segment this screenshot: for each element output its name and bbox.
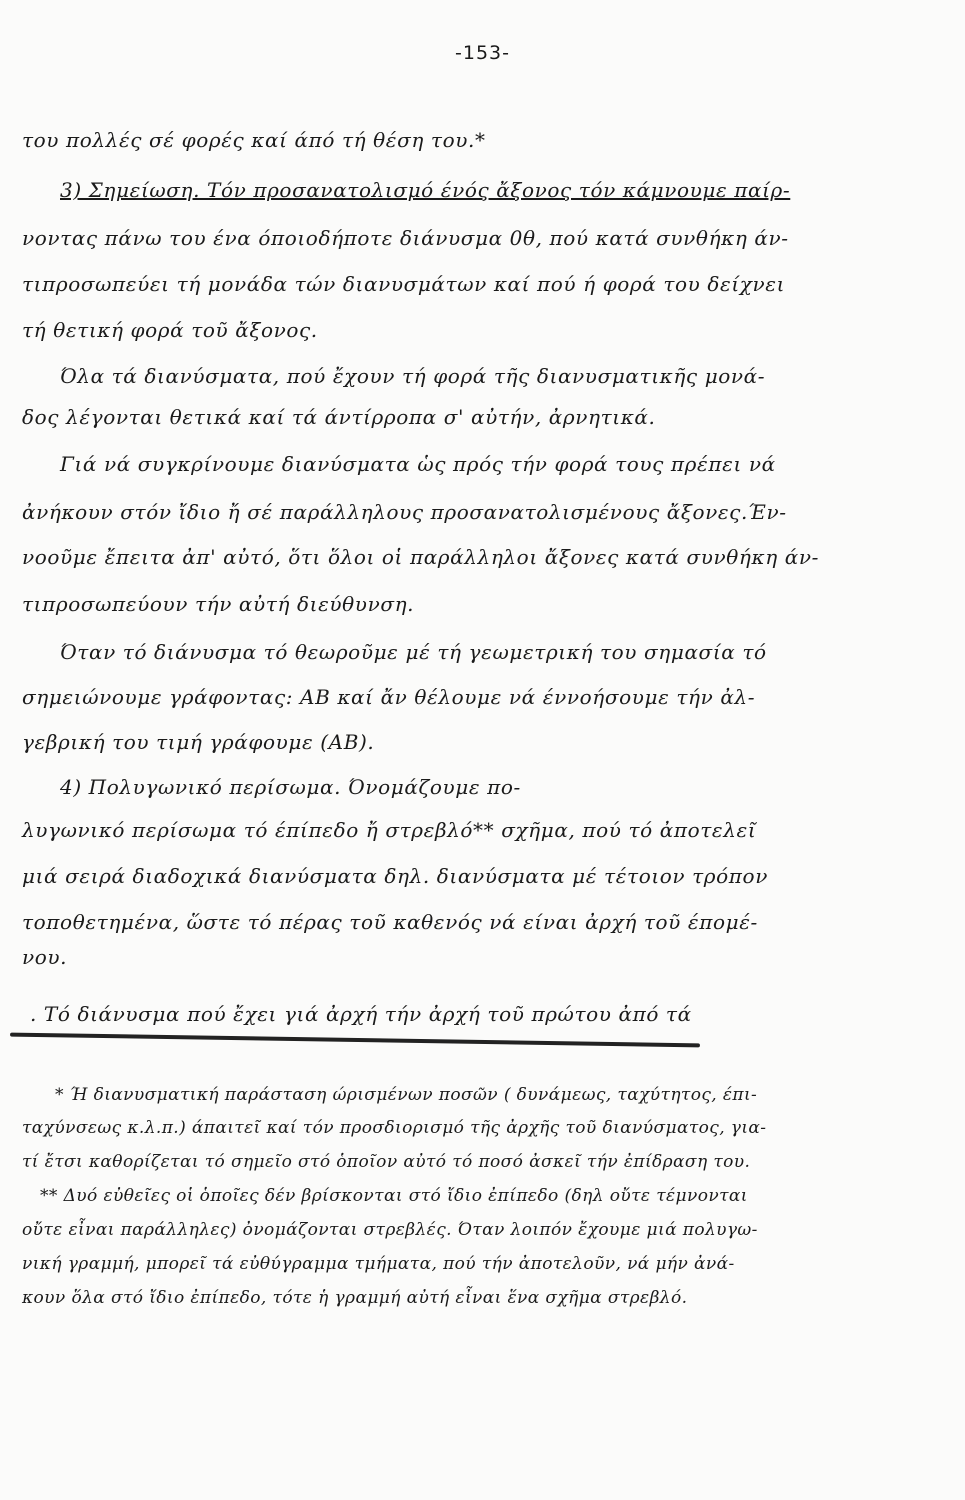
text-line: Όταν τό διάνυσμα τό θεωροῦμε μέ τή γεωμετρική του σημασία τό <box>60 640 767 664</box>
text-line: μιά σειρά διαδοχικά διανύσματα δηλ. διανύσματα μέ τέτοιον τρόπον <box>22 864 768 888</box>
page-number: -153- <box>455 42 510 64</box>
footnote-line: τί ἔτσι καθορίζεται τό σημεῖο στό ὁποῖον αὐτό τό ποσό ἀσκεῖ τήν ἐπίδραση του. <box>22 1152 751 1172</box>
text-line: ἀνήκουν στόν ἴδιο ἤ σέ παράλληλους προσανατολισμένους ἄξονες.Έν- <box>22 500 787 524</box>
text-line: νοντας πάνω του ένα όποιοδήποτε διάνυσμα 0θ, πού κατά συνθήκη άν- <box>22 226 789 250</box>
footnote-separator <box>10 1033 700 1048</box>
footnote-line: νική γραμμή, μπορεῖ τά εὐθύγραμμα τμήματα, πού τήν ἀποτελοῦν, νά μήν ἀνά- <box>22 1254 735 1274</box>
text-line: τιπροσωπεύουν τήν αὐτή διεύθυνση. <box>22 592 415 616</box>
text-line: σημειώνουμε γράφοντας: AB καί ἄν θέλουμε νά έννοήσουμε τήν ἀλ- <box>22 685 756 709</box>
footnote-line: κουν ὅλα στό ἴδιο ἐπίπεδο, τότε ἡ γραμμή αὐτή εἶναι ἕνα σχῆμα στρεβλό. <box>22 1288 688 1308</box>
text-line: τή θετική φορά τοῦ ἄξονος. <box>22 318 318 342</box>
text-line: Γιά νά συγκρίνουμε διανύσματα ὡς πρός τήν φορά τους πρέπει νά <box>60 452 776 476</box>
footnote-line: ταχύνσεως κ.λ.π.) άπαιτεῖ καί τόν προσδιορισμό τῆς ἀρχῆς τοῦ διανύσματος, για- <box>22 1118 767 1138</box>
text-line: . Τό διάνυσμα πού ἔχει γιά ἀρχή τήν ἀρχή τοῦ πρώτου ἀπό τά <box>30 1002 692 1026</box>
footnote-line: * Ή διανυσματική παράσταση ώρισμένων ποσῶν ( δυνάμεως, ταχύτητος, έπι- <box>55 1085 758 1105</box>
footnote-line: ** Δυό εὐθεῖες οἱ ὁποῖες δέν βρίσκονται στό ἴδιο ἐπίπεδο (δηλ οὔτε τέμνονται <box>40 1186 748 1206</box>
text-line: 3) Σημείωση. Τόν προσανατολισμό ένός ἄξονος τόν κάμνουμε παίρ- <box>60 178 791 202</box>
text-line: του πολλές σέ φορές καί άπό τή θέση του.* <box>22 128 486 152</box>
text-line: λυγωνικό περίσωμα τό έπίπεδο ἤ στρεβλό** σχῆμα, πού τό ἀποτελεῖ <box>22 818 757 842</box>
footnote-line: οὔτε εἶναι παράλληλες) ὀνομάζονται στρεβλές. Όταν λοιπόν ἔχουμε μιά πολυγω- <box>22 1220 758 1240</box>
text-line: γεβρική του τιμή γράφουμε (AB). <box>22 730 375 754</box>
text-line: νου. <box>22 945 68 969</box>
text-line: δος λέγονται θετικά καί τά άντίρροπα σ' αὐτήν, ἀρνητικά. <box>22 405 656 429</box>
text-line: Όλα τά διανύσματα, πού ἔχουν τή φορά τῆς διανυσματικῆς μονά- <box>60 364 766 388</box>
text-line: νοοῦμε ἔπειτα ἀπ' αὐτό, ὅτι ὅλοι οἱ παράλληλοι ἄξονες κατά συνθήκη άν- <box>22 545 819 569</box>
section-heading: 4) Πολυγωνικό περίσωμα. Όνομάζουμε πο- <box>60 775 521 799</box>
text-line: τιπροσωπεύει τή μονάδα τών διανυσμάτων καί πού ή φορά του δείχνει <box>22 272 786 296</box>
text-line: τοποθετημένα, ὥστε τό πέρας τοῦ καθενός νά είναι ἀρχή τοῦ έπομέ- <box>22 910 758 934</box>
